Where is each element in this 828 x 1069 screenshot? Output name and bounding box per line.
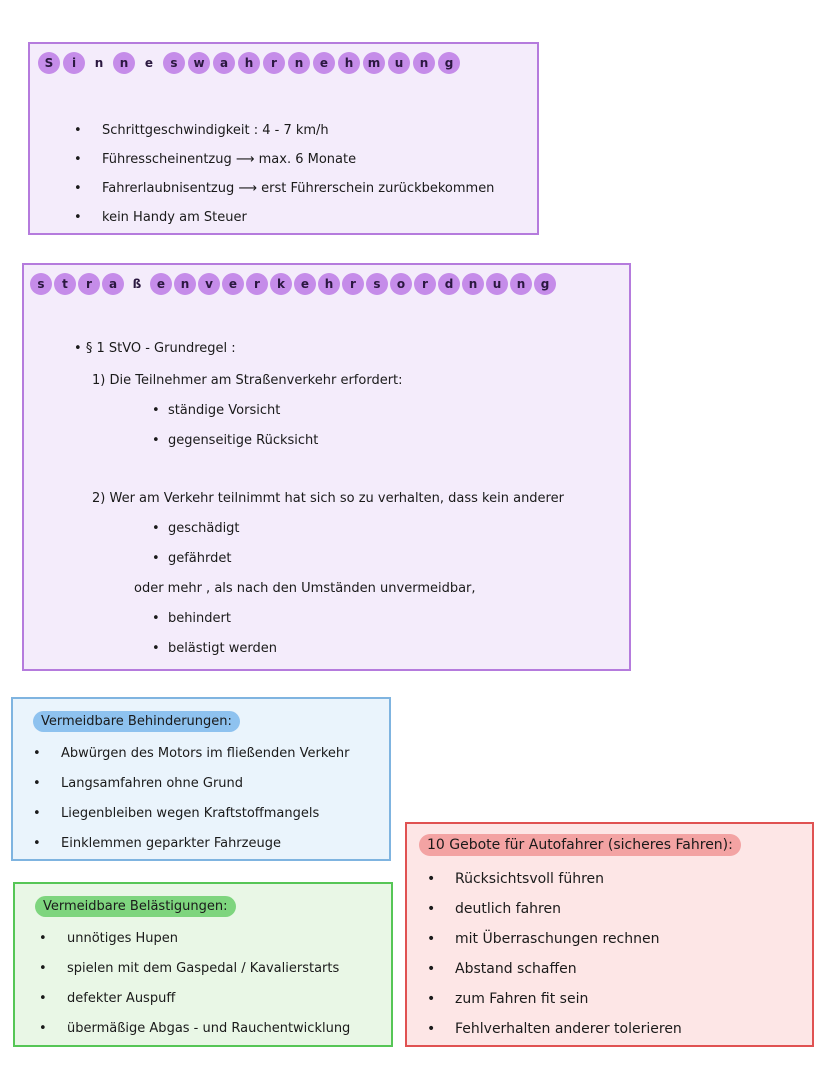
title-letter: n bbox=[113, 52, 135, 74]
belaestigungen-list bbox=[39, 924, 350, 1044]
title-letter: r bbox=[78, 273, 100, 295]
list-item: • Fahrerlaubnisentzug ⟶ erst Führerschein zurückbekommen bbox=[74, 174, 494, 203]
list-item: • belästigt werden bbox=[152, 641, 277, 656]
title-letter: g bbox=[534, 273, 556, 295]
title-letter: i bbox=[63, 52, 85, 74]
list-item: • Einklemmen geparkter Fahrzeuge bbox=[33, 829, 350, 859]
title-letter: h bbox=[338, 52, 360, 74]
gebote-list bbox=[427, 864, 682, 1044]
title-letter: u bbox=[388, 52, 410, 74]
title-letter: u bbox=[486, 273, 508, 295]
title-letter: e bbox=[294, 273, 316, 295]
title-letter: n bbox=[174, 273, 196, 295]
title-letter: a bbox=[102, 273, 124, 295]
title-letter: n bbox=[413, 52, 435, 74]
list-item: • geschädigt bbox=[152, 521, 240, 536]
list-item: • unnötiges Hupen bbox=[39, 924, 350, 954]
title-letter: s bbox=[366, 273, 388, 295]
belaestigungen-heading: Vermeidbare Belästigungen: bbox=[35, 896, 236, 917]
title-letter: w bbox=[188, 52, 210, 74]
title-letter: e bbox=[222, 273, 244, 295]
title-letter: r bbox=[263, 52, 285, 74]
point-2-middle: oder mehr , als nach den Umständen unvermeidbar, bbox=[134, 581, 476, 596]
belaestigungen-card bbox=[13, 882, 393, 1047]
title-letter: e bbox=[313, 52, 335, 74]
list-item: • Rücksichtsvoll führen bbox=[427, 864, 682, 894]
title-letter: s bbox=[30, 273, 52, 295]
strassenverkehrsordnung-card bbox=[22, 263, 631, 671]
title-letter: h bbox=[238, 52, 260, 74]
behinderungen-list bbox=[33, 739, 350, 859]
title-letter: r bbox=[342, 273, 364, 295]
list-item: • übermäßige Abgas - und Rauchentwicklung bbox=[39, 1014, 350, 1044]
list-item: • defekter Auspuff bbox=[39, 984, 350, 1014]
sinneswahrnehmung-list bbox=[74, 116, 494, 232]
strassenverkehrsordnung-title bbox=[30, 273, 556, 295]
list-item: • spielen mit dem Gaspedal / Kavalierstarts bbox=[39, 954, 350, 984]
title-letter: t bbox=[54, 273, 76, 295]
point-1: 1) Die Teilnehmer am Straßenverkehr erfordert: bbox=[92, 373, 403, 388]
title-letter: n bbox=[510, 273, 532, 295]
list-item: • gegenseitige Rücksicht bbox=[152, 433, 319, 448]
point-2: 2) Wer am Verkehr teilnimmt hat sich so zu verhalten, dass kein anderer bbox=[92, 491, 564, 506]
title-letter: ß bbox=[132, 277, 142, 291]
title-letter: k bbox=[270, 273, 292, 295]
title-letter: e bbox=[144, 56, 154, 70]
list-item: • mit Überraschungen rechnen bbox=[427, 924, 682, 954]
list-item: • Schrittgeschwindigkeit : 4 - 7 km/h bbox=[74, 116, 494, 145]
title-letter: o bbox=[390, 273, 412, 295]
title-letter: r bbox=[414, 273, 436, 295]
list-item: • Langsamfahren ohne Grund bbox=[33, 769, 350, 799]
list-item: • Führesscheinentzug ⟶ max. 6 Monate bbox=[74, 145, 494, 174]
title-letter: a bbox=[213, 52, 235, 74]
gebote-card bbox=[405, 822, 814, 1047]
gebote-heading: 10 Gebote für Autofahrer (sicheres Fahren): bbox=[419, 834, 741, 856]
title-letter: n bbox=[288, 52, 310, 74]
title-letter: e bbox=[150, 273, 172, 295]
list-item: • gefährdet bbox=[152, 551, 232, 566]
title-letter: n bbox=[462, 273, 484, 295]
behinderungen-heading: Vermeidbare Behinderungen: bbox=[33, 711, 240, 732]
title-letter: m bbox=[363, 52, 385, 74]
list-item: • ständige Vorsicht bbox=[152, 403, 281, 418]
list-item: • Fehlverhalten anderer tolerieren bbox=[427, 1014, 682, 1044]
title-letter: S bbox=[38, 52, 60, 74]
title-letter: s bbox=[163, 52, 185, 74]
behinderungen-card bbox=[11, 697, 391, 861]
sinneswahrnehmung-title bbox=[38, 52, 460, 74]
list-item: • zum Fahren fit sein bbox=[427, 984, 682, 1014]
title-letter: h bbox=[318, 273, 340, 295]
title-letter: r bbox=[246, 273, 268, 295]
title-letter: d bbox=[438, 273, 460, 295]
list-item: • kein Handy am Steuer bbox=[74, 203, 494, 232]
list-item: • Liegenbleiben wegen Kraftstoffmangels bbox=[33, 799, 350, 829]
title-letter: g bbox=[438, 52, 460, 74]
rule-heading: • § 1 StVO - Grundregel : bbox=[74, 341, 236, 356]
sinneswahrnehmung-card bbox=[28, 42, 539, 235]
list-item: • behindert bbox=[152, 611, 231, 626]
title-letter: n bbox=[94, 56, 104, 70]
list-item: • deutlich fahren bbox=[427, 894, 682, 924]
list-item: • Abwürgen des Motors im fließenden Verkehr bbox=[33, 739, 350, 769]
title-letter: v bbox=[198, 273, 220, 295]
list-item: • Abstand schaffen bbox=[427, 954, 682, 984]
